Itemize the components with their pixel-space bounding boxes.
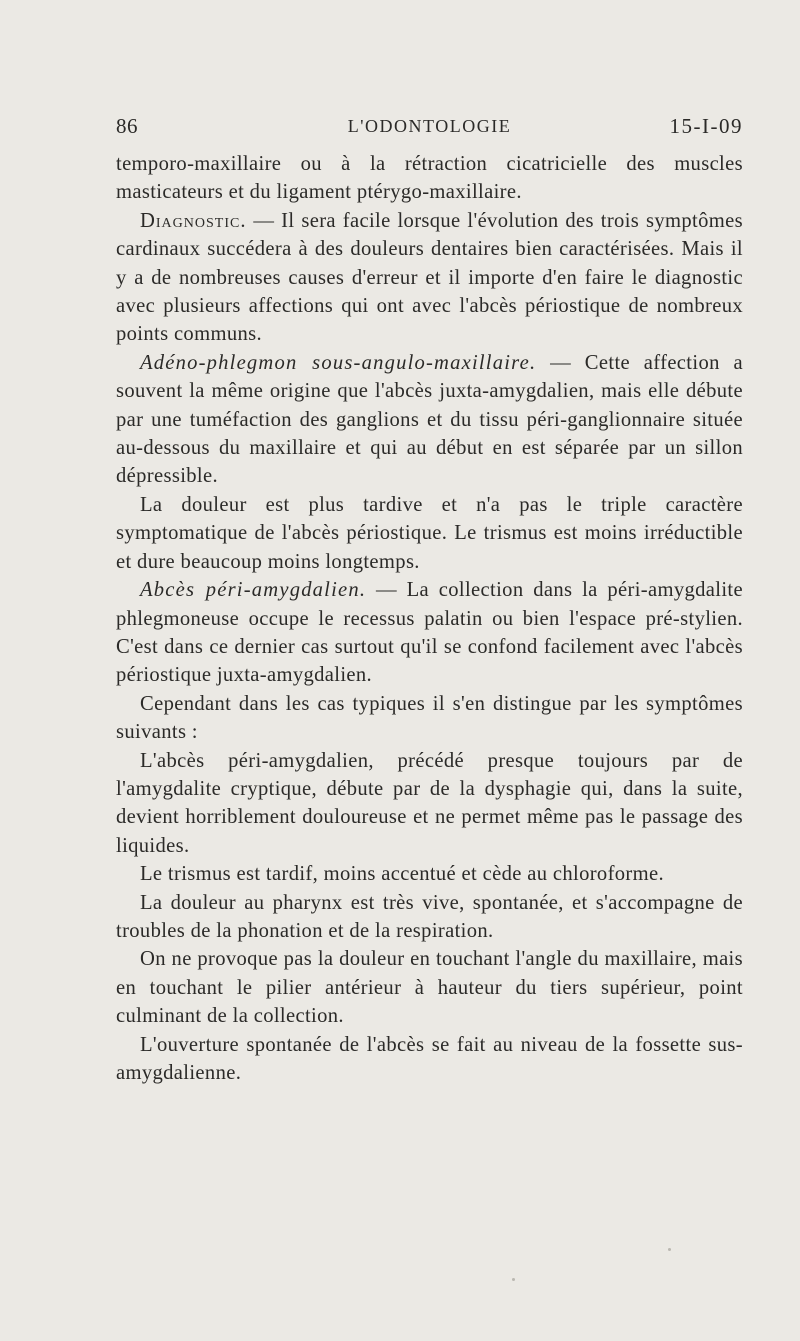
section-heading-abces-peri-amygdalien: Abcès péri-amygdalien. <box>140 579 367 602</box>
section-heading-adeno-phlegmon: Adéno-phlegmon sous-angulo-maxillaire. <box>140 351 537 374</box>
paragraph <box>116 690 743 747</box>
paper-speck <box>512 1278 515 1281</box>
paragraph-text: — La collection dans la péri-amygdalite phlegmoneuse occupe le recessus palatin ou bien l'espace pré-stylien. C'est dans ce dernier cas surtout qu'il se confond facilement avec l'abcès périostique juxta-amygdalien. <box>116 579 743 687</box>
paragraph <box>116 491 743 576</box>
paragraph-diagnostic <box>116 207 743 349</box>
paragraph <box>116 945 743 1030</box>
running-head <box>116 114 743 144</box>
paragraph-text: Cependant dans les cas typiques il s'en distingue par les symptômes suivants : <box>116 692 743 744</box>
paragraph <box>116 1031 743 1088</box>
issue-date: 15-I-09 <box>669 114 743 138</box>
paragraph-abces-peri-amygdalien <box>116 576 743 690</box>
body-text <box>116 150 743 1087</box>
paragraph <box>116 860 743 888</box>
paragraph-text: La douleur est plus tardive et n'a pas le triple caractère symptomatique de l'abcès périostique. Le trismus est moins irréductible et dure beaucoup moins longtemps. <box>116 493 743 573</box>
journal-title: L'ODONTOLOGIE <box>347 116 512 136</box>
paragraph-text: On ne provoque pas la douleur en touchant l'angle du maxillaire, mais en touchant le pilier antérieur à hauteur du tiers supérieur, point culminant de la collection. <box>116 948 743 1028</box>
paragraph-text: La douleur au pharynx est très vive, spontanée, et s'accompagne de troubles de la phonation et de la respiration. <box>116 891 743 942</box>
paragraph-text: Le trismus est tardif, moins accentué et cède au chloroforme. <box>140 863 664 886</box>
paragraph <box>116 889 743 946</box>
paragraph-text: — Cette affection a souvent la même origine que l'abcès juxta-amygdalien, mais elle débute par une tuméfaction des ganglions et du tissu péri-ganglionnaire située au-dessous du maxillaire et qui au début en est séparée par un sillon dépressible. <box>116 351 743 488</box>
paper-speck <box>668 1248 671 1251</box>
paragraph-text: L'abcès péri-amygdalien, précédé presque toujours par de l'amygdalite cryptique, débute par de la dysphagie qui, dans la suite, devient horriblement douloureuse et ne permet même pas le passage des liquides. <box>116 749 743 857</box>
paragraph-adeno-phlegmon <box>116 349 743 491</box>
paragraph-text: temporo-maxillaire ou à la rétraction cicatricielle des muscles masticateurs et du ligament ptérygo-maxillaire. <box>116 153 743 204</box>
paragraph-text: L'ouverture spontanée de l'abcès se fait au niveau de la fossette sus-amygdalienne. <box>116 1033 743 1084</box>
paragraph <box>116 747 743 861</box>
paragraph <box>116 150 743 207</box>
section-heading-diagnostic: Diagnostic. <box>140 209 247 232</box>
paragraph-text: — Il sera facile lorsque l'évolution des trois symptômes cardinaux succédera à des douleurs dentaires bien caractérisées. Mais il y a de nombreuses causes d'erreur et il importe d'en faire le diagnostic avec plusieurs affections qui ont avec l'abcès périostique de nombreux points communs. <box>116 209 743 346</box>
page-number: 86 <box>116 114 138 138</box>
